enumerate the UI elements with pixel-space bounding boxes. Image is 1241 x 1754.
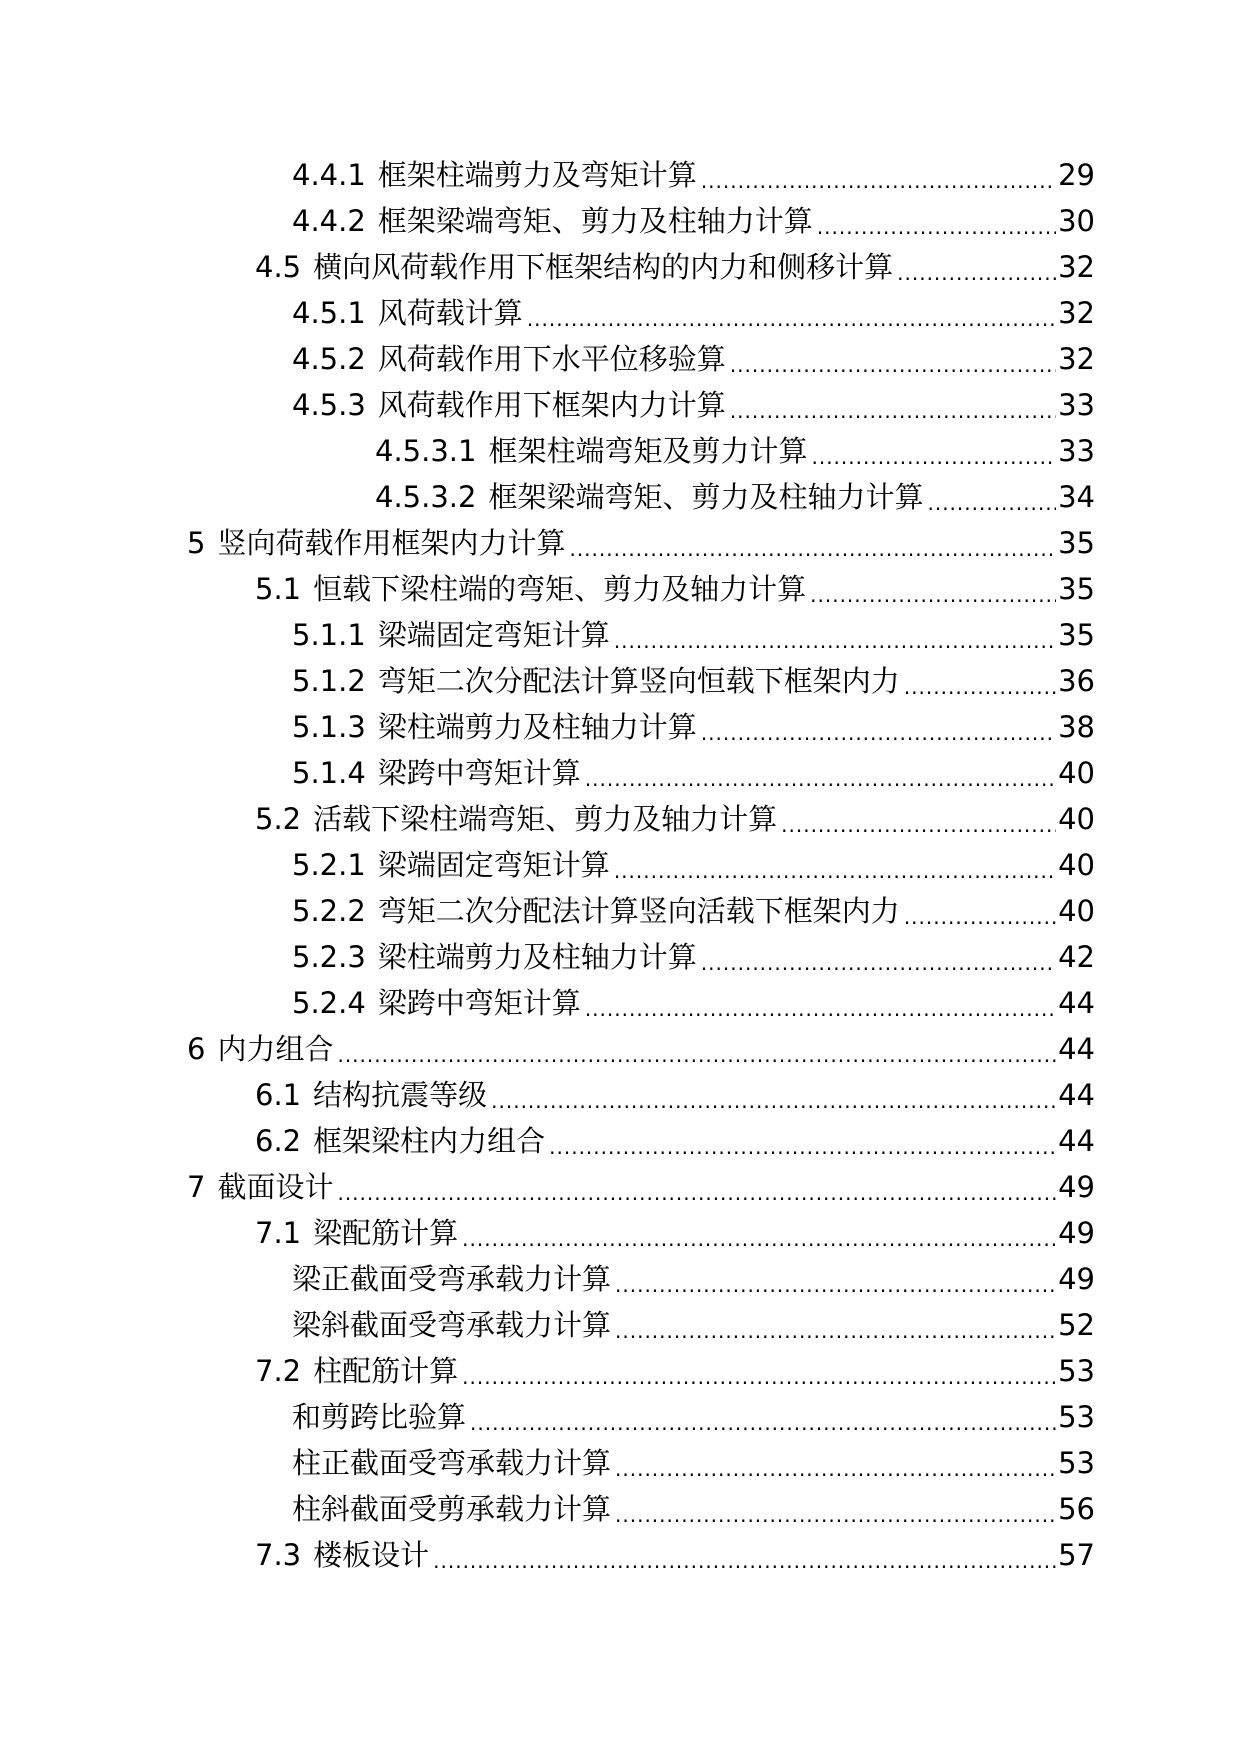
toc-entry[interactable] xyxy=(0,1210,1241,1256)
toc-entry-page-number: 40 xyxy=(1058,802,1095,836)
toc-entry-number: 4.5.3.1 xyxy=(375,434,477,468)
toc-entry-number: 5.1 xyxy=(255,572,302,606)
toc-entry-number: 6.1 xyxy=(255,1078,302,1112)
toc-entry[interactable] xyxy=(0,244,1241,290)
dot-leader xyxy=(811,434,1056,474)
dot-leader xyxy=(433,1538,1056,1578)
dot-leader xyxy=(730,388,1056,428)
toc-entry[interactable] xyxy=(0,1486,1241,1532)
toc-entry[interactable] xyxy=(0,1440,1241,1486)
toc-entry-number: 5.2 xyxy=(255,802,302,836)
toc-entry[interactable] xyxy=(0,704,1241,750)
toc-entry-page-number: 32 xyxy=(1058,296,1095,330)
toc-entry[interactable] xyxy=(0,474,1241,520)
toc-entry[interactable] xyxy=(0,336,1241,382)
toc-entry[interactable] xyxy=(0,1394,1241,1440)
toc-entry-page-number: 53 xyxy=(1058,1446,1095,1480)
toc-entry-page-number: 30 xyxy=(1058,204,1095,238)
toc-entry-page-number: 52 xyxy=(1058,1308,1095,1342)
toc-entry-title: 横向风荷载作用下框架结构的内力和侧移计算 xyxy=(313,250,894,284)
toc-entry[interactable] xyxy=(0,428,1241,474)
toc-entry-page-number: 49 xyxy=(1058,1262,1095,1296)
toc-entry-page-number: 35 xyxy=(1058,526,1095,560)
toc-entry-page-number: 49 xyxy=(1058,1216,1095,1250)
toc-entry[interactable] xyxy=(0,888,1241,934)
toc-entry-number: 4.5.1 xyxy=(292,296,366,330)
dot-leader xyxy=(904,664,1056,704)
toc-entry-title: 活载下梁柱端弯矩、剪力及轴力计算 xyxy=(313,802,778,836)
toc-entry-title: 框架柱端弯矩及剪力计算 xyxy=(488,434,808,468)
toc-entry-page-number: 32 xyxy=(1058,342,1095,376)
toc-entry-title: 风荷载计算 xyxy=(377,296,523,330)
toc-entry[interactable] xyxy=(0,750,1241,796)
toc-entry-title: 竖向荷载作用框架内力计算 xyxy=(217,526,566,560)
toc-entry-page-number: 44 xyxy=(1058,1124,1095,1158)
toc-entry-number: 5.1.4 xyxy=(292,756,366,790)
dot-leader xyxy=(585,756,1056,796)
toc-entry-number: 7.2 xyxy=(255,1354,302,1388)
dot-leader xyxy=(462,1354,1056,1394)
toc-entry-number: 5 xyxy=(187,526,206,560)
toc-entry[interactable] xyxy=(0,1302,1241,1348)
toc-entry-title: 弯矩二次分配法计算竖向活载下框架内力 xyxy=(377,894,900,928)
dot-leader xyxy=(470,1400,1056,1440)
toc-entry-title: 梁正截面受弯承载力计算 xyxy=(292,1262,612,1296)
toc-entry-page-number: 40 xyxy=(1058,756,1095,790)
dot-leader xyxy=(614,848,1056,888)
toc-entry[interactable] xyxy=(0,290,1241,336)
toc-entry[interactable] xyxy=(0,1026,1241,1072)
toc-entry-number: 5.1.1 xyxy=(292,618,366,652)
toc-entry[interactable] xyxy=(0,796,1241,842)
toc-entry[interactable] xyxy=(0,198,1241,244)
toc-entry[interactable] xyxy=(0,842,1241,888)
toc-entry-number: 4.5.3.2 xyxy=(375,480,477,514)
dot-leader xyxy=(585,986,1056,1026)
toc-entry-page-number: 29 xyxy=(1058,158,1095,192)
table-of-contents xyxy=(0,152,1241,1578)
dot-leader xyxy=(817,204,1056,244)
toc-entry-page-number: 40 xyxy=(1058,894,1095,928)
toc-entry-page-number: 35 xyxy=(1058,572,1095,606)
dot-leader xyxy=(701,940,1056,980)
dot-leader xyxy=(462,1216,1056,1256)
dot-leader xyxy=(781,802,1056,842)
toc-entry[interactable] xyxy=(0,612,1241,658)
toc-entry-number: 5.2.3 xyxy=(292,940,366,974)
toc-entry-title: 柱斜截面受剪承载力计算 xyxy=(292,1492,612,1526)
toc-entry-page-number: 35 xyxy=(1058,618,1095,652)
toc-entry-title: 柱配筋计算 xyxy=(313,1354,459,1388)
toc-entry-title: 梁柱端剪力及柱轴力计算 xyxy=(377,940,697,974)
toc-entry-page-number: 40 xyxy=(1058,848,1095,882)
toc-entry-number: 5.2.2 xyxy=(292,894,366,928)
toc-entry-title: 梁端固定弯矩计算 xyxy=(377,848,610,882)
toc-entry-title: 框架梁柱内力组合 xyxy=(313,1124,546,1158)
toc-entry[interactable] xyxy=(0,566,1241,612)
toc-entry-page-number: 34 xyxy=(1058,480,1095,514)
dot-leader xyxy=(549,1124,1056,1164)
toc-entry-number: 7 xyxy=(187,1170,206,1204)
dot-leader xyxy=(904,894,1056,934)
toc-entry-page-number: 33 xyxy=(1058,434,1095,468)
toc-entry[interactable] xyxy=(0,1532,1241,1578)
toc-entry-title: 框架柱端剪力及弯矩计算 xyxy=(377,158,697,192)
toc-entry-page-number: 42 xyxy=(1058,940,1095,974)
dot-leader xyxy=(615,1492,1056,1532)
toc-entry-page-number: 56 xyxy=(1058,1492,1095,1526)
toc-entry-title: 框架梁端弯矩、剪力及柱轴力计算 xyxy=(377,204,813,238)
toc-entry-title: 弯矩二次分配法计算竖向恒载下框架内力 xyxy=(377,664,900,698)
toc-entry-number: 4.4.2 xyxy=(292,204,366,238)
toc-entry-title: 梁柱端剪力及柱轴力计算 xyxy=(377,710,697,744)
dot-leader xyxy=(615,1446,1056,1486)
toc-entry[interactable] xyxy=(0,1118,1241,1164)
dot-leader xyxy=(337,1170,1056,1210)
dot-leader xyxy=(615,1262,1056,1302)
dot-leader xyxy=(569,526,1056,566)
toc-entry-title: 内力组合 xyxy=(217,1032,334,1066)
toc-entry[interactable] xyxy=(0,980,1241,1026)
toc-entry[interactable] xyxy=(0,934,1241,980)
dot-leader xyxy=(730,342,1056,382)
toc-entry-page-number: 49 xyxy=(1058,1170,1095,1204)
dot-leader xyxy=(491,1078,1056,1118)
toc-entry-title: 风荷载作用下水平位移验算 xyxy=(377,342,726,376)
toc-entry-page-number: 44 xyxy=(1058,1078,1095,1112)
toc-entry-page-number: 33 xyxy=(1058,388,1095,422)
toc-entry-number: 4.5.2 xyxy=(292,342,366,376)
dot-leader xyxy=(701,158,1056,198)
toc-entry-title: 梁跨中弯矩计算 xyxy=(377,756,581,790)
toc-entry[interactable] xyxy=(0,1348,1241,1394)
toc-entry-title: 结构抗震等级 xyxy=(313,1078,488,1112)
dot-leader xyxy=(614,618,1056,658)
toc-entry-title: 框架梁端弯矩、剪力及柱轴力计算 xyxy=(488,480,924,514)
toc-entry-title: 梁跨中弯矩计算 xyxy=(377,986,581,1020)
toc-entry-title: 柱正截面受弯承载力计算 xyxy=(292,1446,612,1480)
toc-entry-title: 截面设计 xyxy=(217,1170,334,1204)
toc-entry[interactable] xyxy=(0,1164,1241,1210)
toc-entry-number: 5.1.3 xyxy=(292,710,366,744)
toc-entry[interactable] xyxy=(0,152,1241,198)
toc-entry-number: 6.2 xyxy=(255,1124,302,1158)
toc-entry[interactable] xyxy=(0,1256,1241,1302)
toc-entry-page-number: 44 xyxy=(1058,1032,1095,1066)
toc-entry-page-number: 38 xyxy=(1058,710,1095,744)
toc-entry-number: 5.2.4 xyxy=(292,986,366,1020)
toc-entry-page-number: 53 xyxy=(1058,1400,1095,1434)
dot-leader xyxy=(810,572,1056,612)
toc-entry-number: 5.1.2 xyxy=(292,664,366,698)
toc-entry-page-number: 53 xyxy=(1058,1354,1095,1388)
toc-entry-page-number: 44 xyxy=(1058,986,1095,1020)
toc-entry-number: 6 xyxy=(187,1032,206,1066)
toc-entry-title: 梁端固定弯矩计算 xyxy=(377,618,610,652)
toc-entry-title: 风荷载作用下框架内力计算 xyxy=(377,388,726,422)
toc-entry-number: 7.3 xyxy=(255,1538,302,1572)
dot-leader xyxy=(615,1308,1056,1348)
dot-leader xyxy=(701,710,1056,750)
toc-entry-title: 梁配筋计算 xyxy=(313,1216,459,1250)
toc-entry-page-number: 36 xyxy=(1058,664,1095,698)
toc-entry[interactable] xyxy=(0,382,1241,428)
toc-entry-number: 4.5.3 xyxy=(292,388,366,422)
toc-entry-title: 梁斜截面受弯承载力计算 xyxy=(292,1308,612,1342)
dot-leader xyxy=(927,480,1056,520)
toc-entry-number: 4.5 xyxy=(255,250,302,284)
toc-entry[interactable] xyxy=(0,658,1241,704)
dot-leader xyxy=(527,296,1056,336)
toc-entry-title: 恒载下梁柱端的弯矩、剪力及轴力计算 xyxy=(313,572,807,606)
toc-entry-page-number: 57 xyxy=(1058,1538,1095,1572)
dot-leader xyxy=(337,1032,1056,1072)
toc-entry-title: 楼板设计 xyxy=(313,1538,430,1572)
toc-entry[interactable] xyxy=(0,1072,1241,1118)
toc-entry-page-number: 32 xyxy=(1058,250,1095,284)
toc-entry-number: 7.1 xyxy=(255,1216,302,1250)
toc-entry[interactable] xyxy=(0,520,1241,566)
dot-leader xyxy=(897,250,1056,290)
toc-entry-title: 和剪跨比验算 xyxy=(292,1400,467,1434)
toc-entry-number: 4.4.1 xyxy=(292,158,366,192)
toc-entry-number: 5.2.1 xyxy=(292,848,366,882)
